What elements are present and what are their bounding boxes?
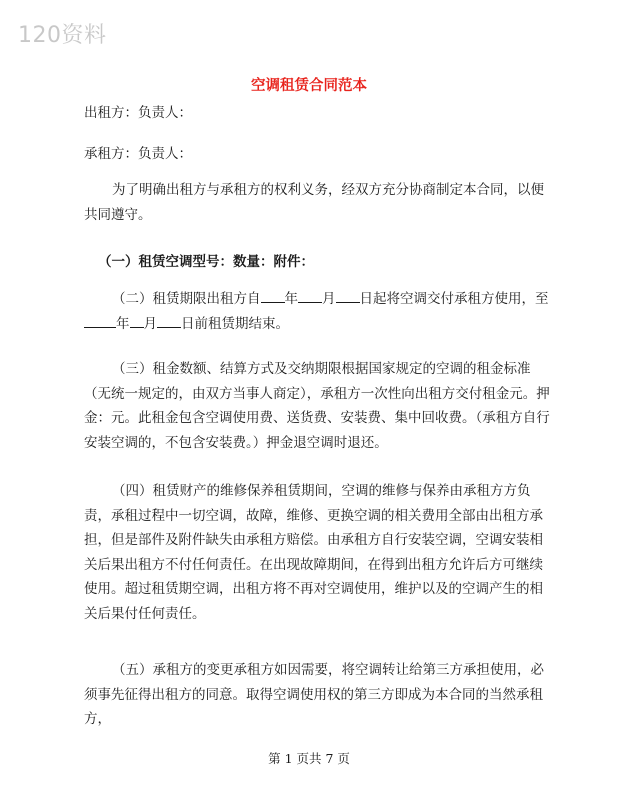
section-3-text: （三）租金数额、结算方式及交纳期限根据国家规定的空调的租金标准（无统一规定的，由双方当事人商定），承租方一次性向出租方交付租金元。押金：元。此租金包含空调使用费、送货费、安装费、集中回收费。（承租方自行安装空调的，不包含安装费。）押金退空调时退还。: [84, 361, 550, 451]
end-year-label: 年: [116, 315, 130, 332]
section-2-part3: 日前租赁期结束。: [181, 315, 289, 332]
intro-paragraph: [84, 178, 556, 227]
document-title: 空调租赁合同范本: [251, 78, 367, 94]
day-blank: [336, 288, 360, 303]
lessee-line: 承租方：负责人：: [84, 146, 192, 162]
section-2-part2: 日起将空调交付承租方使用，至: [359, 291, 549, 307]
section-5-text: （五）承租方的变更承租方如因需要，将空调转让给第三方承担使用，必须事先征得出租方的同意。取得空调使用权的第三方即成为本合同的当然承租方，: [84, 662, 544, 727]
section-3-paragraph: [84, 357, 556, 455]
section-2-paragraph: [84, 287, 556, 336]
end-year-blank: [92, 313, 116, 328]
section-2-part1: （二）租赁期限出租方自: [112, 291, 261, 307]
section-1-heading: （一）租赁空调型号：数量：附件：: [98, 254, 314, 270]
section-4-text: （四）租赁财产的维修保养租赁期间，空调的维修与保养由承租方方负责，承租过程中一切空调，故障，维修、更换空调的相关费用全部由出租方承担，但是部件及附件缺失由承租方赔偿。由承租方自行安装空调，空调安装相关后果出租方不付任何责任。在出现故障期间，在得到出租方允许后方可继续使用。超过租赁期空调，出租方将不再对空调使用，维护以及的空调产生的相关后果付任何责任。: [84, 483, 543, 622]
year-label: 年: [284, 291, 298, 307]
intro-text: 为了明确出租方与承租方的权利义务，经双方充分协商制定本合同，以便共同遵守。: [84, 182, 544, 223]
end-blank-start: [84, 313, 92, 328]
lessor-line: 出租方：负责人：: [84, 105, 192, 121]
page-number-footer: 第 1 页共 7 页: [268, 751, 350, 766]
end-day-blank: [157, 313, 181, 328]
end-month-label: 月: [143, 315, 157, 332]
month-label: 月: [322, 291, 336, 307]
year-blank: [261, 288, 285, 303]
month-blank: [298, 288, 322, 303]
end-month-blank: [130, 313, 144, 328]
section-5-paragraph: [84, 658, 556, 732]
watermark-logo: 120资料: [18, 23, 107, 48]
section-4-paragraph: [84, 479, 556, 626]
